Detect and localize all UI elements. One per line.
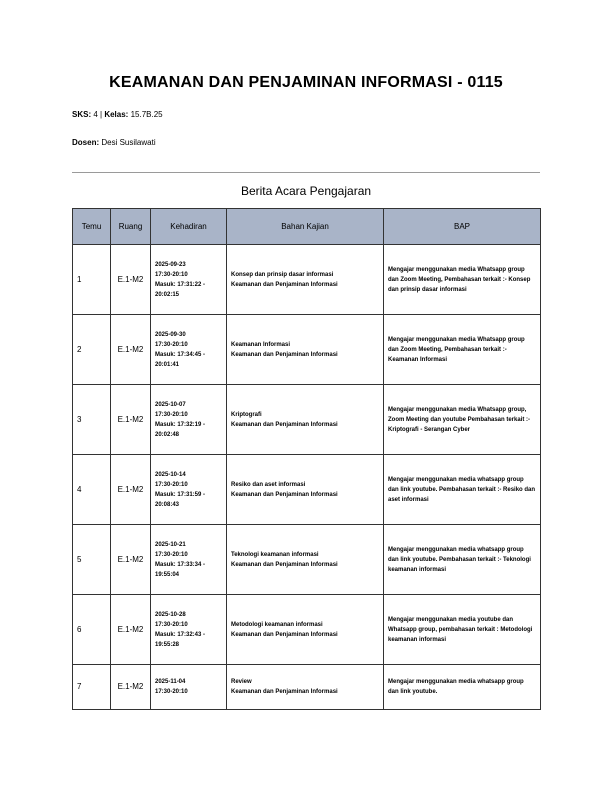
cell-kehadiran xyxy=(151,245,227,315)
attendance-time: 17:30-20:10 xyxy=(155,271,188,278)
topic-course: Keamanan dan Penjaminan Informasi xyxy=(231,281,338,288)
cell-kehadiran xyxy=(151,525,227,595)
cell-ruang: E.1-M2 xyxy=(111,385,151,455)
cell-bahan-kajian xyxy=(227,385,384,455)
attendance-date: 2025-10-14 xyxy=(155,471,186,478)
attendance-date: 2025-09-30 xyxy=(155,331,186,338)
attendance-time: 17:30-20:10 xyxy=(155,551,188,558)
cell-bahan-kajian xyxy=(227,595,384,665)
cell-ruang: E.1-M2 xyxy=(111,665,151,710)
header-temu: Temu xyxy=(73,209,111,245)
cell-bap xyxy=(384,595,541,665)
header-ruang: Ruang xyxy=(111,209,151,245)
sks-label: SKS: xyxy=(72,110,92,119)
table-row xyxy=(73,595,541,665)
attendance-time: 17:30-20:10 xyxy=(155,341,188,348)
cell-temu: 2 xyxy=(73,315,111,385)
table-row xyxy=(73,665,541,710)
topic-course: Keamanan dan Penjaminan Informasi xyxy=(231,689,338,695)
bap-text: Mengajar menggunakan media youtube dan Whatsapp group, pembahasan terkait : Metodologi keamanan informasi xyxy=(388,616,533,643)
cell-kehadiran xyxy=(151,665,227,710)
topic-title: Kriptografi xyxy=(231,411,262,418)
header-bap: BAP xyxy=(384,209,541,245)
teaching-record-table xyxy=(72,208,541,710)
attendance-masuk: Masuk: 17:32:43 - 19:55:28 xyxy=(155,631,206,648)
topic-title: Keamanan Informasi xyxy=(231,341,291,348)
cell-kehadiran xyxy=(151,315,227,385)
cell-bahan-kajian xyxy=(227,525,384,595)
lecturer-meta xyxy=(72,138,156,147)
table-header-row xyxy=(73,209,541,245)
sks-value: 4 | xyxy=(91,110,105,119)
cell-ruang: E.1-M2 xyxy=(111,245,151,315)
cell-temu: 4 xyxy=(73,455,111,525)
topic-title: Metodologi keamanan informasi xyxy=(231,621,323,628)
attendance-date: 2025-10-07 xyxy=(155,401,186,408)
attendance-masuk: Masuk: 17:34:45 - 20:01:41 xyxy=(155,351,206,368)
bap-text: Mengajar menggunakan media Whatsapp group dan Zoom Meeting, Pembahasan terkait :- Konsep dan prinsip dasar informasi xyxy=(388,266,531,293)
cell-kehadiran xyxy=(151,595,227,665)
document-title: KEAMANAN DAN PENJAMINAN INFORMASI - 0115 xyxy=(109,74,503,91)
attendance-masuk: Masuk: 17:31:59 - 20:08:43 xyxy=(155,491,206,508)
topic-course: Keamanan dan Penjaminan Informasi xyxy=(231,491,338,498)
cell-bap xyxy=(384,455,541,525)
topic-title: Resiko dan aset informasi xyxy=(231,481,306,488)
bap-text: Mengajar menggunakan media Whatsapp group dan Zoom Meeting, Pembahasan terkait :- Keamanan Informasi xyxy=(388,336,525,363)
topic-course: Keamanan dan Penjaminan Informasi xyxy=(231,421,338,428)
attendance-date: 2025-10-28 xyxy=(155,611,186,618)
cell-bahan-kajian xyxy=(227,245,384,315)
cell-bap xyxy=(384,525,541,595)
table-row xyxy=(73,245,541,315)
bap-text: Mengajar menggunakan media whatsapp group dan link youtube. Pembahasan terkait :- Resiko dan aset informasi xyxy=(388,476,536,503)
attendance-time: 17:30-20:10 xyxy=(155,411,188,418)
topic-title: Konsep dan prinsip dasar informasi xyxy=(231,271,334,278)
cell-temu: 6 xyxy=(73,595,111,665)
cell-ruang: E.1-M2 xyxy=(111,595,151,665)
cell-bap xyxy=(384,665,541,710)
cell-bap xyxy=(384,385,541,455)
cell-bap xyxy=(384,245,541,315)
cell-bahan-kajian xyxy=(227,665,384,710)
divider xyxy=(72,172,540,173)
table-row xyxy=(73,455,541,525)
cell-bahan-kajian xyxy=(227,455,384,525)
table-row xyxy=(73,385,541,455)
topic-course: Keamanan dan Penjaminan Informasi xyxy=(231,351,338,358)
cell-bahan-kajian xyxy=(227,315,384,385)
bap-text: Mengajar menggunakan media whatsapp group dan link youtube. xyxy=(388,679,524,695)
cell-temu: 3 xyxy=(73,385,111,455)
attendance-masuk: Masuk: 17:32:19 - 20:02:48 xyxy=(155,421,206,438)
cell-ruang: E.1-M2 xyxy=(111,455,151,525)
attendance-date: 2025-11-04 xyxy=(155,679,186,685)
attendance-masuk: Masuk: 17:33:34 - 19:55:04 xyxy=(155,561,206,578)
table-row xyxy=(73,525,541,595)
bap-text: Mengajar menggunakan media whatsapp group dan link youtube. Pembahasan terkait :- Teknologi keamanan informasi xyxy=(388,546,531,573)
cell-ruang: E.1-M2 xyxy=(111,525,151,595)
header-kehadiran: Kehadiran xyxy=(151,209,227,245)
topic-course: Keamanan dan Penjaminan Informasi xyxy=(231,631,338,638)
attendance-time: 17:30-20:10 xyxy=(155,481,188,488)
dosen-label: Dosen: xyxy=(72,138,100,147)
topic-title: Teknologi keamanan informasi xyxy=(231,551,319,558)
cell-ruang: E.1-M2 xyxy=(111,315,151,385)
cell-kehadiran xyxy=(151,455,227,525)
cell-temu: 1 xyxy=(73,245,111,315)
section-title: Berita Acara Pengajaran xyxy=(240,184,372,198)
attendance-date: 2025-10-21 xyxy=(155,541,186,548)
table-row xyxy=(73,315,541,385)
topic-course: Keamanan dan Penjaminan Informasi xyxy=(231,561,338,568)
header-bahan-kajian: Bahan Kajian xyxy=(227,209,384,245)
cell-bap xyxy=(384,315,541,385)
attendance-date: 2025-09-23 xyxy=(155,261,186,268)
cell-temu: 7 xyxy=(73,665,111,710)
bap-text: Mengajar menggunakan media Whatsapp group, Zoom Meeting dan youtube Pembahasan terkait :- Kriptografi - Serangan Cyber xyxy=(388,406,531,433)
course-meta xyxy=(72,110,163,119)
attendance-masuk: Masuk: 17:31:22 - 20:02:15 xyxy=(155,281,206,298)
attendance-time: 17:30-20:10 xyxy=(155,689,188,695)
kelas-label: Kelas: xyxy=(104,110,129,119)
attendance-time: 17:30-20:10 xyxy=(155,621,188,628)
topic-title: Review xyxy=(231,679,252,685)
cell-kehadiran xyxy=(151,385,227,455)
dosen-value: Desi Susilawati xyxy=(99,138,156,147)
kelas-value: 15.7B.25 xyxy=(128,110,163,119)
cell-temu: 5 xyxy=(73,525,111,595)
